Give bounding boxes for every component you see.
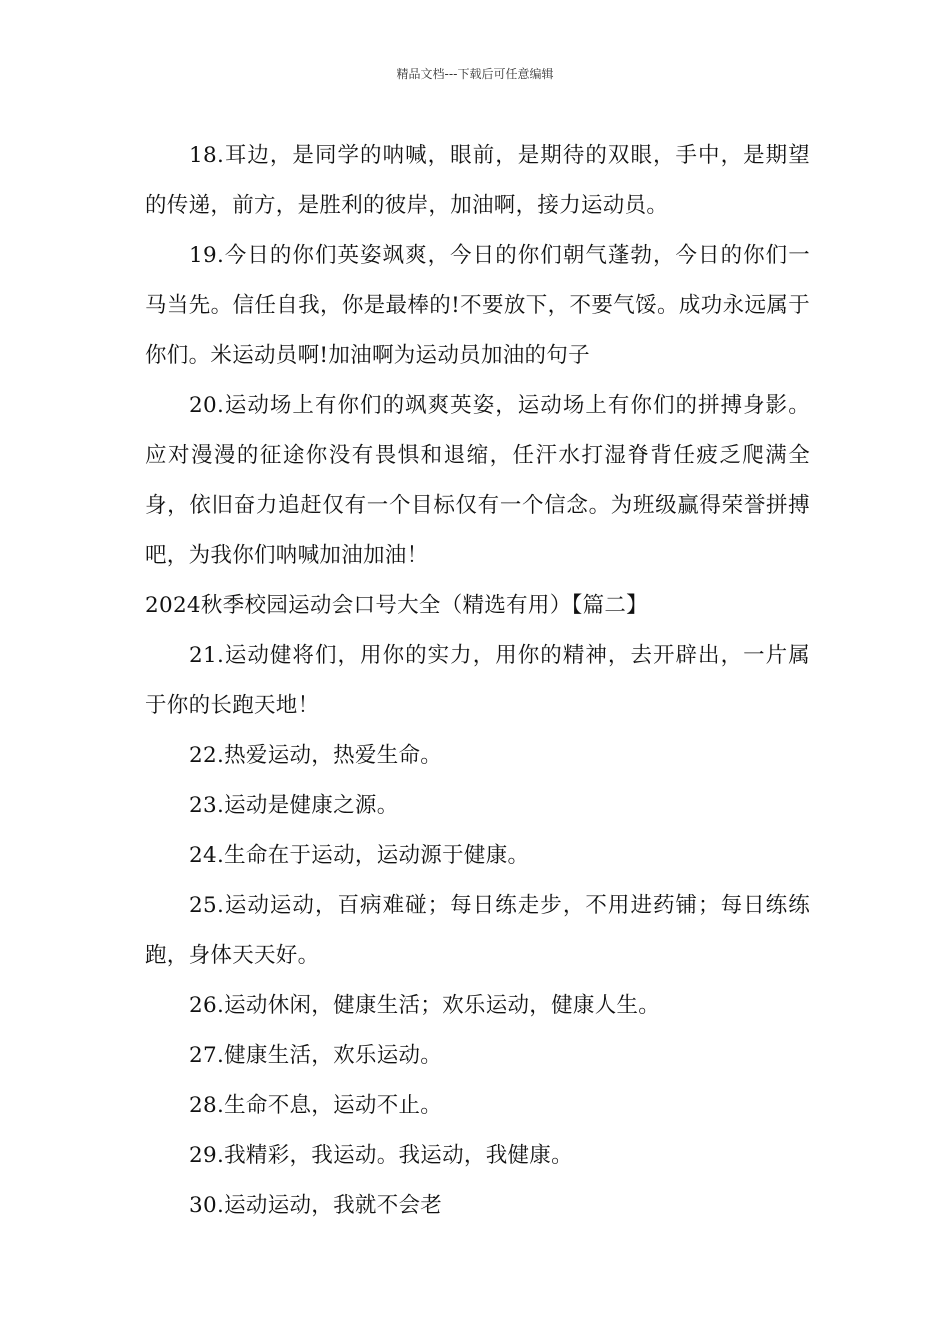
paragraph-24: 24.生命在于运动，运动源于健康。: [189, 843, 530, 868]
paragraph-23: 23.运动是健康之源。: [189, 793, 399, 818]
paragraph-22: 22.热爱运动，热爱生命。: [189, 743, 443, 768]
paragraph-21: 21.运动健将们，用你的实力，用你的精神，去开辟出，一片属于你的长跑天地！: [145, 643, 810, 718]
paragraph-20: 20.运动场上有你们的飒爽英姿，运动场上有你们的拼搏身影。应对漫漫的征途你没有畏惧和退缩，任汗水打湿脊背任疲乏爬满全身，依旧奋力追赶仅有一个目标仅有一个信念。为班级赢得荣誉拼搏吧，为我你们呐喊加油加油！: [145, 393, 810, 568]
paragraph-29: 29.我精彩，我运动。我运动，我健康。: [189, 1143, 573, 1168]
paragraph-27: 27.健康生活，欢乐运动。: [189, 1043, 443, 1068]
section-heading: 2024秋季校园运动会口号大全（精选有用）【篇二】: [145, 593, 648, 618]
document-body: [145, 131, 810, 1231]
paragraph-30: 30.运动运动，我就不会老: [189, 1193, 443, 1218]
page-header: 精品文档---下载后可任意编辑: [396, 67, 554, 81]
paragraph-18: 18.耳边，是同学的呐喊，眼前，是期待的双眼，手中，是期望的传递，前方，是胜利的彼岸，加油啊，接力运动员。: [145, 143, 810, 218]
paragraph-26: 26.运动休闲，健康生活；欢乐运动，健康人生。: [189, 993, 661, 1018]
paragraph-28: 28.生命不息，运动不止。: [189, 1093, 443, 1118]
paragraph-19: 19.今日的你们英姿飒爽，今日的你们朝气蓬勃，今日的你们一马当先。信任自我，你是最棒的!不要放下，不要气馁。成功永远属于你们。米运动员啊!加油啊为运动员加油的句子: [145, 243, 810, 368]
paragraph-25: 25.运动运动，百病难碰；每日练走步，不用进药铺；每日练练跑，身体天天好。: [145, 893, 810, 968]
